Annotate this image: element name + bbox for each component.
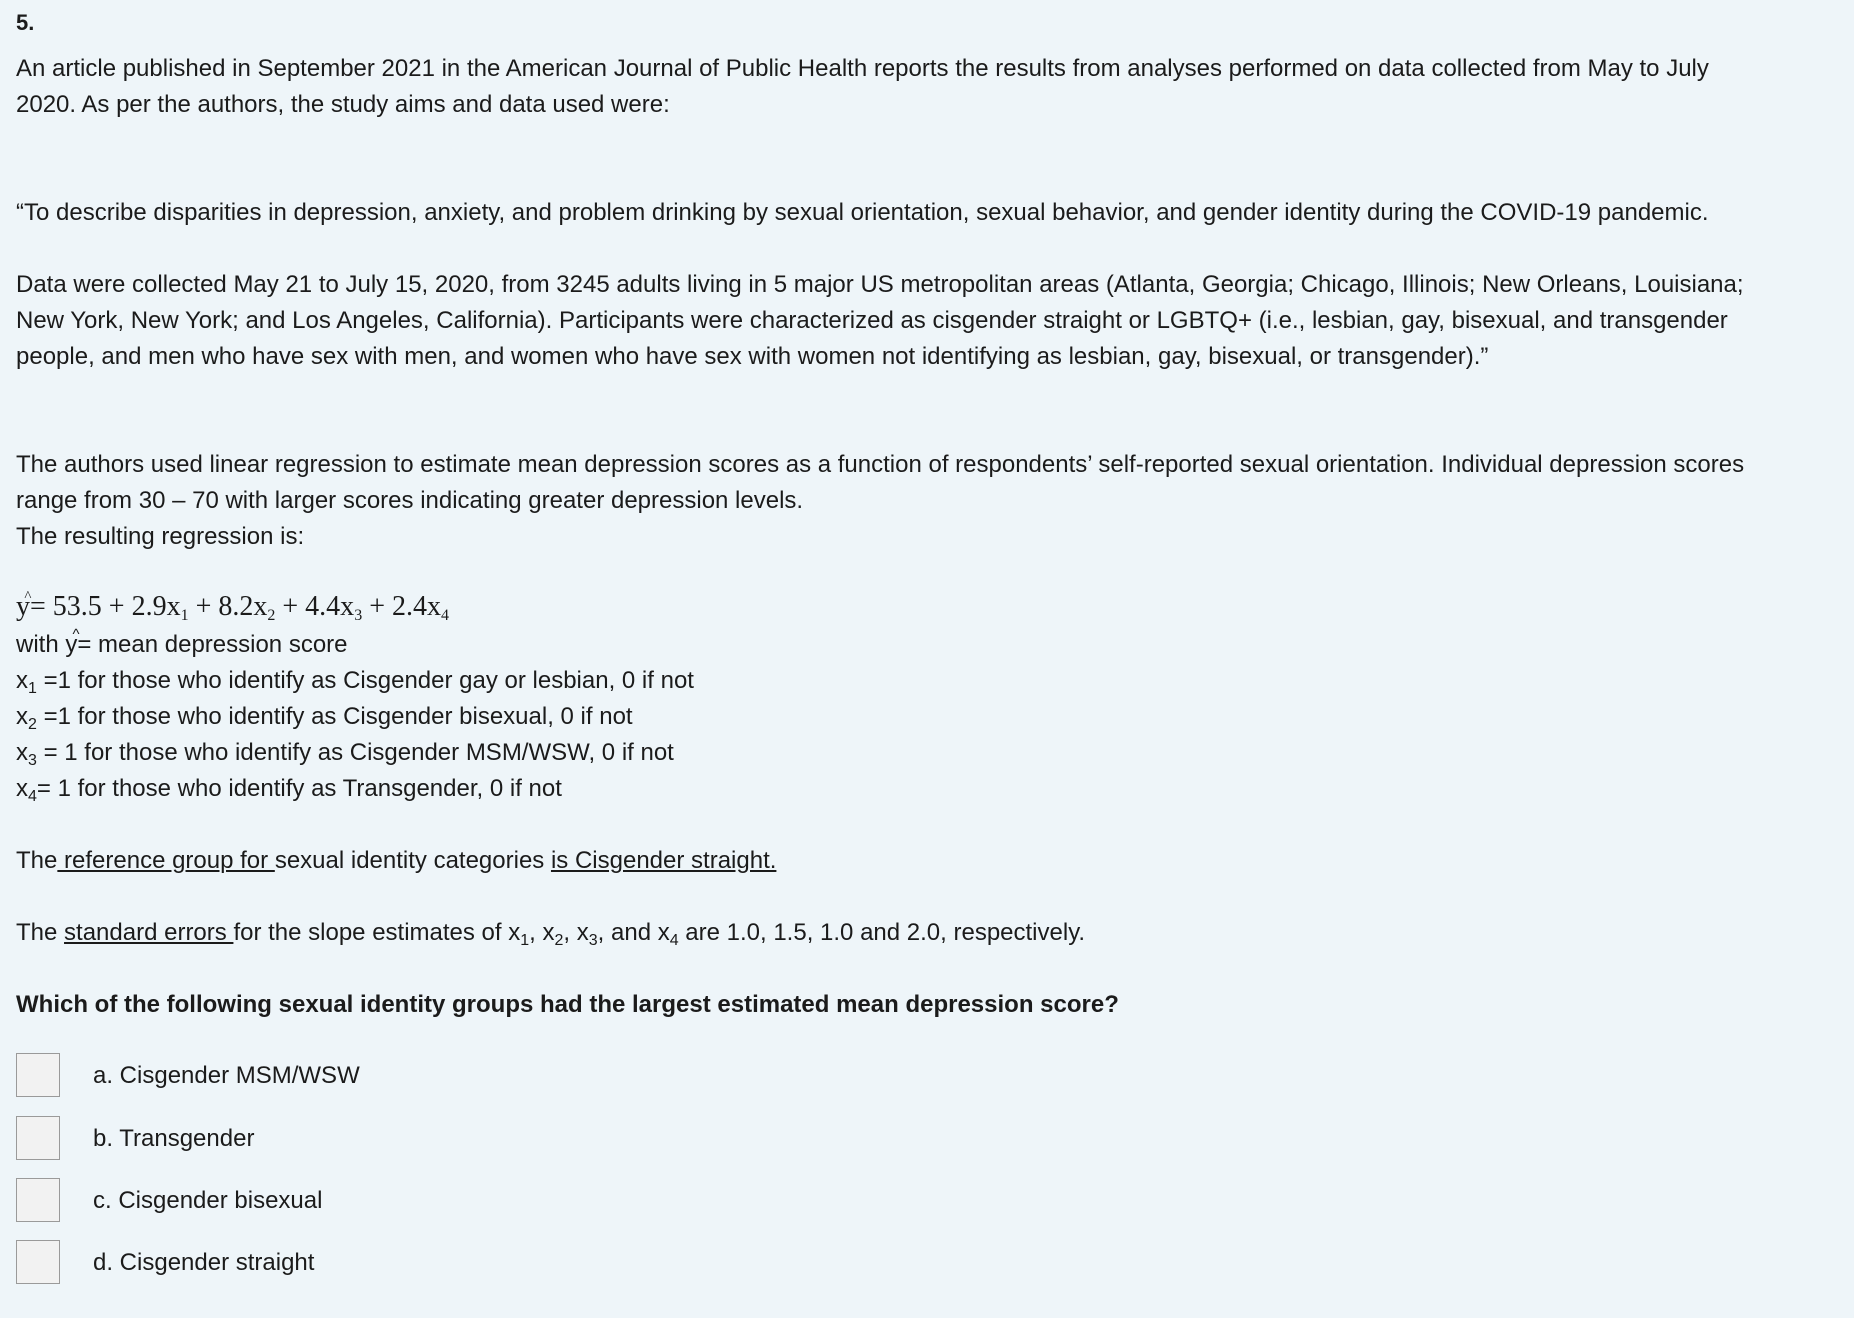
definition-x1: $x_1 =1$ for those who identify as Cisgender gay or lesbian, 0 if not: [16, 667, 694, 697]
choice-d-label[interactable]: d. Cisgender straight: [93, 1249, 315, 1276]
choice-b-label[interactable]: b. Transgender: [93, 1125, 255, 1152]
data-line-3: people, and men who have sex with men, and women who have sex with women not identifying as lesbian, gay, bisexual, or transgender).”: [16, 343, 1489, 370]
intro-line-2: 2020. As per the authors, the study aims and data used were:: [16, 91, 670, 118]
choice-a[interactable]: [16, 1053, 616, 1099]
question-number: 5.: [16, 10, 35, 35]
choice-a-label[interactable]: a. Cisgender MSM/WSW: [93, 1062, 360, 1089]
question-prompt: Which of the following sexual identity groups had the largest estimated mean depression score?: [16, 991, 1119, 1018]
method-line-1: The authors used linear regression to estimate mean depression scores as a function of respondents’ self-reported sexual orientation. Individual depression scores: [16, 451, 1745, 478]
quote-aim: “To describe disparities in depression, anxiety, and problem drinking by sexual orientation, sexual behavior, and gender identity during the COVID-19 pandemic.: [16, 199, 1709, 226]
choice-c[interactable]: [16, 1178, 616, 1224]
choice-b-checkbox[interactable]: [16, 1116, 60, 1160]
choice-a-checkbox[interactable]: [16, 1053, 60, 1097]
standard-errors-line: The standard errors for the slope estimates of $x_1$, $x_2$, $x_3$, and $x_4$ are 1.0, 1.5, 1.0 and 2.0, respectively.: [16, 919, 1086, 949]
choice-b[interactable]: [16, 1116, 616, 1162]
y-hat: y ^: [65, 630, 77, 660]
data-line-1: Data were collected May 21 to July 15, 2020, from 3245 adults living in 5 major US metropolitan areas (Atlanta, Georgia; Chicago, Illinois; New Orleans, Louisiana;: [16, 271, 1744, 298]
definition-x2: $x_2 =1$ for those who identify as Cisgender bisexual, 0 if not: [16, 703, 633, 733]
reference-group-line: The reference group for sexual identity categories is Cisgender straight.: [16, 847, 777, 874]
definition-x4: $x_4= 1$ for those who identify as Transgender, 0 if not: [16, 775, 562, 805]
method-line-2: range from 30 – 70 with larger scores indicating greater depression levels.: [16, 487, 804, 514]
choice-c-checkbox[interactable]: [16, 1178, 60, 1222]
intro-line-1: An article published in September 2021 in the American Journal of Public Health reports the results from analyses performed on data collected from May to July: [16, 55, 1709, 82]
definition-x3: $x_3 = 1$ for those who identify as Cisgender MSM/WSW, 0 if not: [16, 739, 674, 769]
y-hat: y ^: [16, 592, 30, 622]
with-line: with y ^= mean depression score: [16, 630, 348, 660]
choice-c-label[interactable]: c. Cisgender bisexual: [93, 1187, 323, 1214]
method-line-3: The resulting regression is:: [16, 523, 305, 550]
data-line-2: New York, New York; and Los Angeles, California). Participants were characterized as cisgender straight or LGBTQ+ (i.e., lesbian, gay, bisexual, and transgender: [16, 307, 1728, 334]
choice-d[interactable]: [16, 1240, 616, 1286]
choice-d-checkbox[interactable]: [16, 1240, 60, 1284]
regression-equation: y ^= $53.5 + 2.9x_1 + 8.2x_2 + 4.4x_3 + 2.4x_4$: [16, 592, 449, 622]
